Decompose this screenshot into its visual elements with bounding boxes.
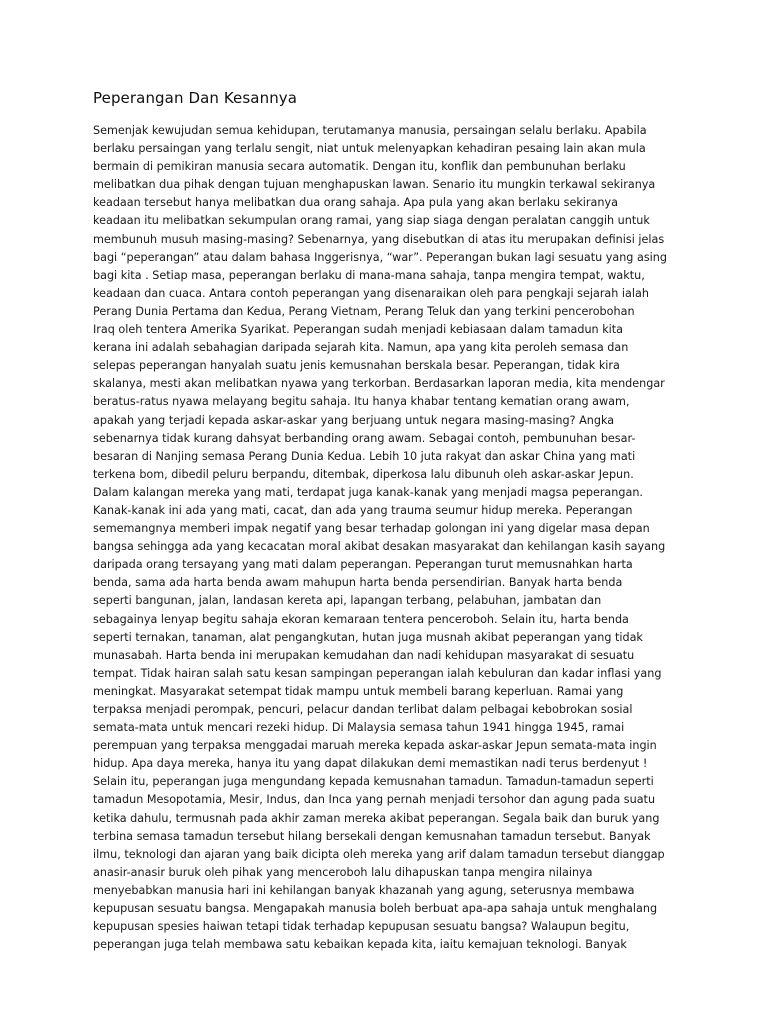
body-line: bagi “peperangan” atau dalam bahasa Inggerisnya, “war”. Peperangan bukan lagi sesuatu yang asing [93,250,667,264]
body-line: Iraq oleh tentera Amerika Syarikat. Peperangan sudah menjadi kebiasaan dalam tamadun kita [93,323,624,337]
body-line: terkena bom, dibedil peluru berpandu, ditembak, diperkosa lalu dibunuh oleh askar-askar Jepun. [93,467,634,481]
document-title: Peperangan Dan Kesannya [93,89,298,107]
body-line: Dalam kalangan mereka yang mati, terdapat juga kanak-kanak yang menjadi magsa peperangan. [93,485,643,499]
body-line: membunuh musuh masing-masing? Sebenarnya, yang disebutkan di atas itu merupakan definisi jelas [93,232,665,246]
body-line: Semenjak kewujudan semua kehidupan, terutamanya manusia, persaingan selalu berlaku. Apabila [93,124,647,137]
body-line: tamadun Mesopotamia, Mesir, Indus, dan Inca yang pernah menjadi tersohor dan agung pada suatu [93,793,656,807]
body-line: seperti ternakan, tanaman, alat pengangkutan, hutan juga musnah akibat peperangan yang tidak [93,630,643,644]
body-line: semata-mata untuk mencari rezeki hidup. Di Malaysia semasa tahun 1941 hingga 1945, ramai [93,721,625,735]
body-line: menyebabkan manusia hari ini kehilangan banyak khazanah yang agung, seterusnya membawa [93,883,635,897]
body-line: keadaan dan cuaca. Antara contoh peperangan yang disenaraikan oleh para pengkaji sejarah ialah [93,286,649,300]
body-line: Kanak-kanak ini ada yang mati, cacat, dan ada yang trauma seumur hidup mereka. Peperangan [93,503,633,517]
body-line: kepupusan spesies haiwan tetapi tidak terhadap kepupusan sesuatu bangsa? Walaupun begitu, [93,920,630,934]
body-line: ketika dahulu, termusnah pada akhir zaman mereka akibat peperangan. Segala baik dan buruk yang [93,811,660,825]
body-line: selepas peperangan hanyalah suatu jenis kemusnahan berskala besar. Peperangan, tidak kira [93,359,620,373]
body-line: bangsa sehingga ada yang kecacatan moral akibat desakan masyarakat dan kehilangan kasih sayang [93,540,666,554]
body-line: keadaan itu melibatkan sekumpulan orang ramai, yang siap siaga dengan peralatan canggih untuk [93,214,650,228]
body-line: hidup. Apa daya mereka, hanya itu yang dapat dilakukan demi memastikan nadi terus berdenyut ! [93,757,648,771]
body-line: sememangnya memberi impak negatif yang besar terhadap golongan ini yang digelar masa depan [93,522,650,536]
body-line: seperti bangunan, jalan, landasan kereta api, lapangan terbang, pelabuhan, jambatan dan [93,594,602,608]
body-line: Selain itu, peperangan juga mengundang kepada kemusnahan tamadun. Tamadun-tamadun seperti [93,775,654,789]
body-line: melibatkan dua pihak dengan tujuan menghapuskan lawan. Senario itu mungkin terkawal sekiranya [93,178,656,192]
body-line: sebenarnya tidak kurang dahsyat berbanding orang awam. Sebagai contoh, pembunuhan besar- [93,431,636,445]
body-line: berlaku persaingan yang terlalu sengit, niat untuk melenyapkan kehadiran pesaing lain akan mula [93,142,646,156]
body-line: ilmu, teknologi dan ajaran yang baik dicipta oleh mereka yang arif dalam tamadun tersebut dianggap [93,847,665,861]
body-line: bermain di pemikiran manusia secara automatik. Dengan itu, konflik dan pembunuhan berlaku [93,160,626,174]
body-line: perempuan yang terpaksa menggadai maruah mereka kepada askar-askar Jepun semata-mata ingin [93,739,657,753]
body-line: Perang Dunia Pertama dan Kedua, Perang Vietnam, Perang Teluk dan yang terkini pencerobohan [93,304,635,318]
body-line: beratus-ratus nyawa melayang begitu sahaja. Itu hanya khabar tentang kematian orang awam, [93,395,630,409]
body-line: anasir-anasir buruk oleh pihak yang menceroboh lalu dihapuskan tanpa mengira nilainya [93,865,593,879]
body-line: meningkat. Masyarakat setempat tidak mampu untuk membeli barang keperluan. Ramai yang [93,684,624,698]
body-line: daripada orang tersayang yang mati dalam peperangan. Peperangan turut memusnahkan harta [93,558,633,572]
body-line: bagi kita . Setiap masa, peperangan berlaku di mana-mana sahaja, tanpa mengira tempat, waktu, [93,268,645,282]
body-line: terpaksa menjadi perompak, pencuri, pelacur dandan terlibat dalam pelbagai kebobrokan sosial [93,703,633,716]
body-line: kerana ini adalah sebahagian daripada sejarah kita. Namun, apa yang kita peroleh semasa dan [93,341,629,355]
body-line: benda, sama ada harta benda awam mahupun harta benda persendirian. Banyak harta benda [93,576,623,590]
body-line: apakah yang terjadi kepada askar-askar yang berjuang untuk negara masing-masing? Angka [93,413,615,427]
body-line: tempat. Tidak hairan salah satu kesan sampingan peperangan ialah kebuluran dan kadar inflasi yang [93,666,662,680]
body-line: terbina semasa tamadun tersebut hilang bersekali dengan kemusnahan tamadun tersebut. Banyak [93,829,651,843]
body-line: keadaan tersebut hanya melibatkan dua orang sahaja. Apa pula yang akan berlaku sekiranya [93,196,618,210]
body-line: peperangan juga telah membawa satu kebaikan kepada kita, iaitu kemajuan teknologi. Banyak [93,938,627,952]
body-line: munasabah. Harta benda ini merupakan kemudahan dan nadi kehidupan masyarakat di sesuatu [93,648,635,662]
body-line: besaran di Nanjing semasa Perang Dunia Kedua. Lebih 10 juta rakyat dan askar China yang mati [93,449,636,463]
body-line: sebagainya lenyap begitu sahaja ekoran kemaraan tentera penceroboh. Selain itu, harta benda [93,612,629,626]
document-body [93,122,693,954]
body-line: kepupusan sesuatu bangsa. Mengapakah manusia boleh berbuat apa-apa sahaja untuk menghalang [93,902,658,916]
body-line: skalanya, mesti akan melibatkan nyawa yang terkorban. Berdasarkan laporan media, kita mendengar [93,377,665,391]
